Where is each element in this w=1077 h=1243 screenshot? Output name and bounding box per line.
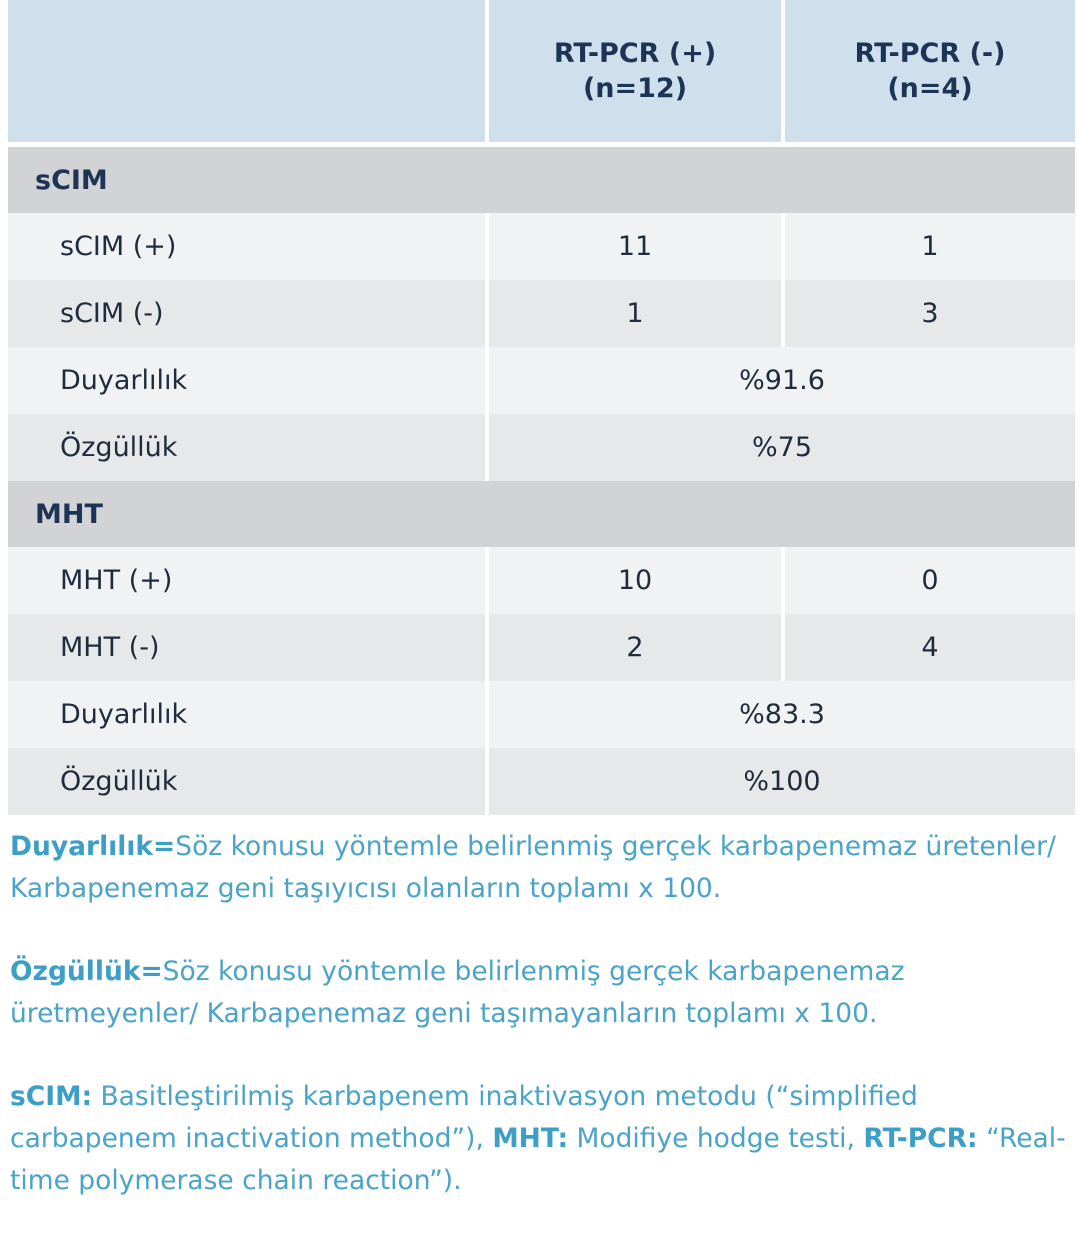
row-merged-value: %91.6 <box>489 347 1075 414</box>
header-rtpcr-negative <box>785 0 1075 142</box>
row-value-negative: 0 <box>785 547 1075 614</box>
footnote-specificity <box>10 951 1075 1035</box>
table-row <box>8 347 1075 414</box>
section-title: MHT <box>35 498 103 530</box>
row-label: MHT (-) <box>8 614 485 681</box>
row-value-negative: 1 <box>785 213 1075 280</box>
row-merged-value: %100 <box>489 748 1075 815</box>
footnote-text: “Real-time polymerase chain reaction”). <box>10 1123 1066 1196</box>
row-value-positive: 10 <box>489 547 781 614</box>
footnote-sensitivity <box>10 826 1075 910</box>
row-value-negative: 3 <box>785 280 1075 347</box>
footnote-text: Modifiye hodge testi, <box>568 1123 864 1154</box>
footnote-term: sCIM: <box>10 1081 93 1112</box>
header-rtpcr-negative-count: (n=4) <box>887 73 973 104</box>
section-row-scim <box>8 147 1075 213</box>
table-row <box>8 280 1075 347</box>
section-title: sCIM <box>35 164 108 196</box>
results-table <box>8 0 1075 815</box>
footnote-text: Söz konusu yöntemle belirlenmiş gerçek karbapenemaz üretenler/ Karbapenemaz geni taşıyıcısı olanların toplamı x 100. <box>10 831 1056 904</box>
row-label: sCIM (+) <box>8 213 485 280</box>
row-value-negative: 4 <box>785 614 1075 681</box>
footnote-text: Basitleştirilmiş karbapenem inaktivasyon metodu (“simplified carbapenem inactivation method”), <box>10 1081 918 1154</box>
row-value-positive: 1 <box>489 280 781 347</box>
row-value-positive: 11 <box>489 213 781 280</box>
row-value-positive: 2 <box>489 614 781 681</box>
footnote-term: Duyarlılık= <box>10 831 176 862</box>
header-rtpcr-negative-label: RT-PCR (-) <box>854 38 1006 69</box>
header-rtpcr-positive-count: (n=12) <box>582 73 688 104</box>
table-row <box>8 213 1075 280</box>
row-label: Özgüllük <box>8 748 485 815</box>
table-row <box>8 414 1075 481</box>
table-header-row <box>8 0 1075 142</box>
table-row <box>8 614 1075 681</box>
table-row <box>8 547 1075 614</box>
row-merged-value: %75 <box>489 414 1075 481</box>
table-row <box>8 748 1075 815</box>
footnote-text: Söz konusu yöntemle belirlenmiş gerçek karbapenemaz üretmeyenler/ Karbapenemaz geni taşımayanların toplamı x 100. <box>10 956 905 1029</box>
row-merged-value: %83.3 <box>489 681 1075 748</box>
header-rtpcr-positive-label: RT-PCR (+) <box>553 38 717 69</box>
footnote-term: Özgüllük= <box>10 956 163 987</box>
footnote-abbreviations <box>10 1076 1075 1202</box>
row-label: Özgüllük <box>8 414 485 481</box>
header-rtpcr-positive <box>489 0 781 142</box>
section-row-mht <box>8 481 1075 547</box>
row-label: sCIM (-) <box>8 280 485 347</box>
row-label: Duyarlılık <box>8 681 485 748</box>
table-row <box>8 681 1075 748</box>
row-label: MHT (+) <box>8 547 485 614</box>
header-empty-cell <box>8 0 485 142</box>
row-label: Duyarlılık <box>8 347 485 414</box>
footnote-term: MHT: <box>492 1123 569 1154</box>
footnote-term: RT-PCR: <box>863 1123 978 1154</box>
table-footnotes <box>10 826 1075 1243</box>
